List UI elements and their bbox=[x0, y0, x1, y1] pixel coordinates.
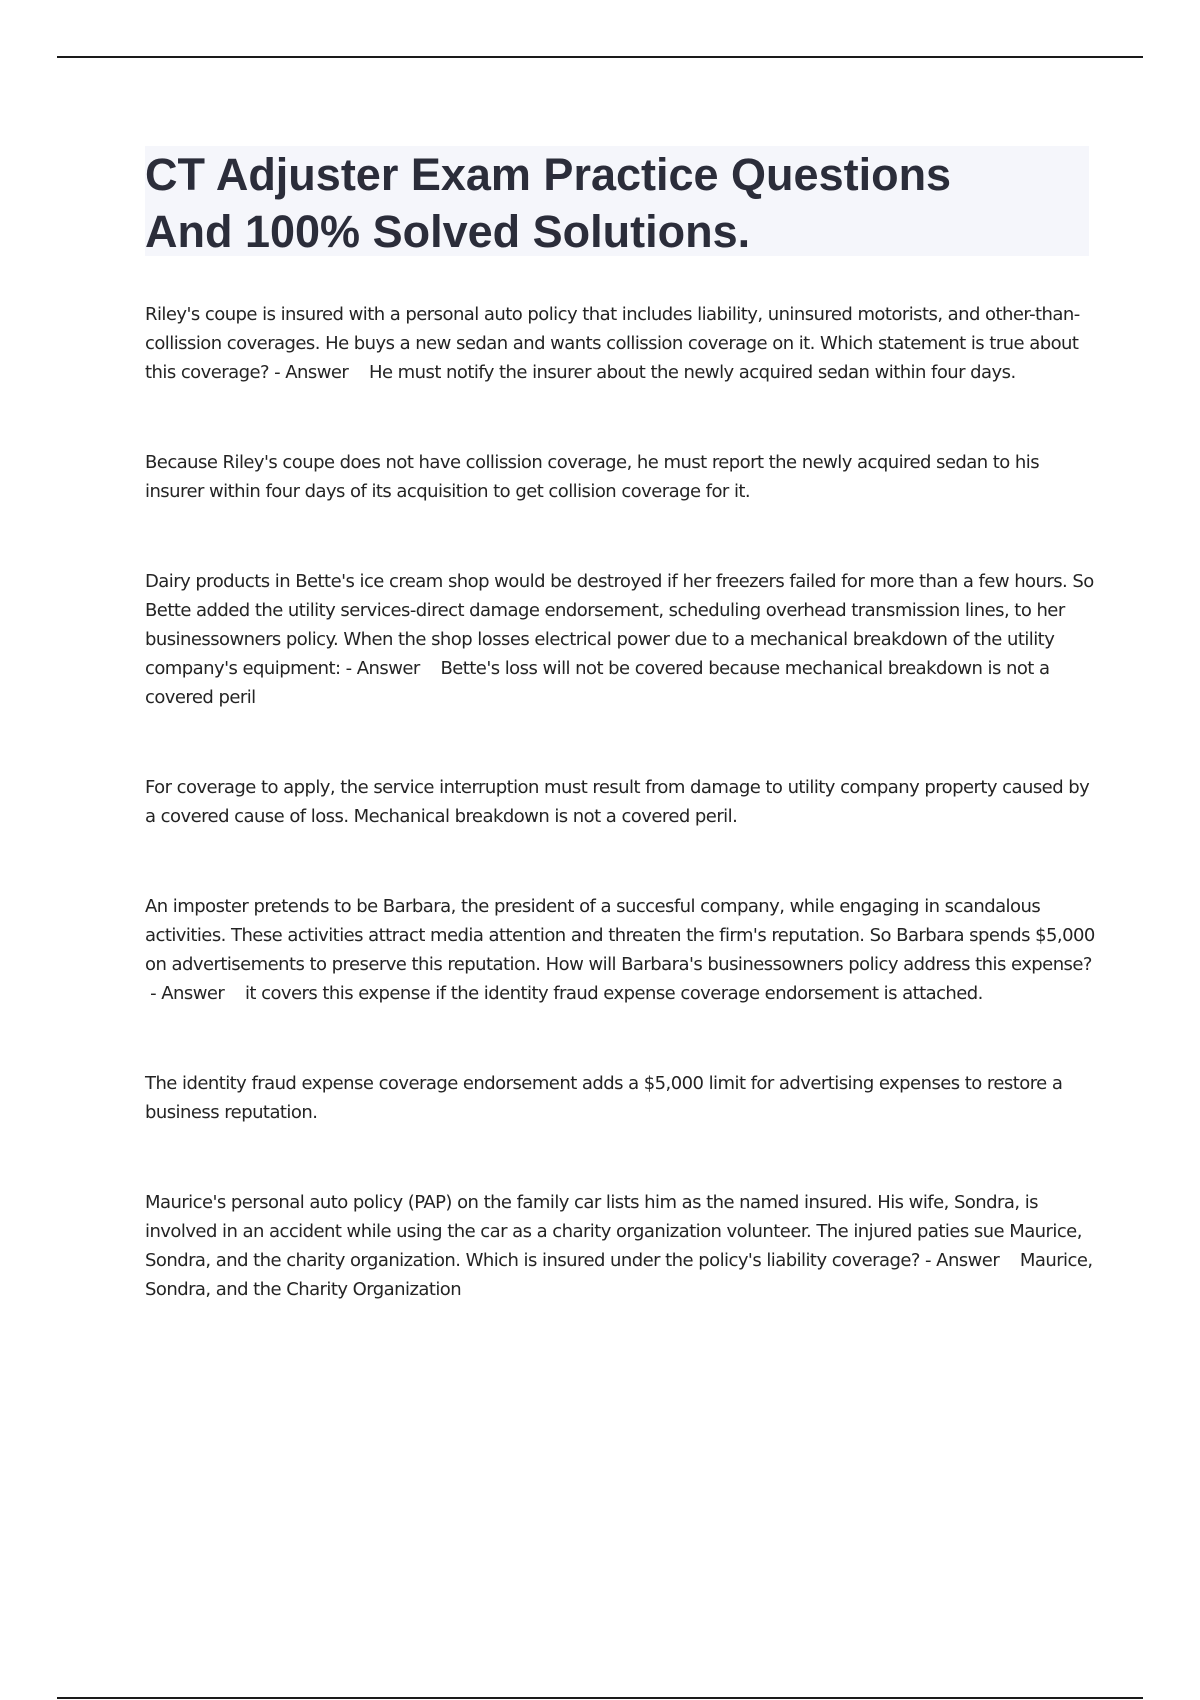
answer-separator: - Answer bbox=[269, 362, 369, 383]
answer-separator: - Answer bbox=[340, 658, 441, 679]
question-text: An imposter pretends to be Barbara, the president of a succesful company, while engaging in scandalous activities. These activities attract media attention and threaten the firm's reputation. So Barbara spends $5,000 on advertisements to preserve this reputation. How will Barbara's businessowners policy address this expense? bbox=[145, 896, 1095, 975]
explanation-2: For coverage to apply, the service interruption must result from damage to utility company property caused by a covered cause of loss. Mechanical breakdown is not a covered peril. bbox=[145, 777, 1090, 827]
question-answer-2 bbox=[145, 567, 1095, 712]
answer-text: He must notify the insurer about the newly acquired sedan within four days. bbox=[368, 362, 1016, 383]
title-line-1: CT Adjuster Exam Practice Questions bbox=[145, 149, 952, 200]
answer-separator: - Answer bbox=[145, 983, 245, 1004]
question-text: Dairy products in Bette's ice cream shop would be destroyed if her freezers failed for more than a few hours. So Bette added the utility services-direct damage endorsement, scheduling overhead transmission lines, to her businessowners policy. When the shop losses electrical power due to a mechanical breakdown of the utility company's equipment: bbox=[145, 571, 1094, 679]
answer-separator: - Answer bbox=[919, 1250, 1020, 1271]
question-answer-3 bbox=[145, 892, 1095, 1008]
explanation-1: Because Riley's coupe does not have collission coverage, he must report the newly acquired sedan to his insurer within four days of its acquisition to get collision coverage for it. bbox=[145, 452, 1040, 502]
top-rule bbox=[57, 56, 1143, 58]
qa-content bbox=[145, 300, 1095, 1365]
question-text: Riley's coupe is insured with a personal auto policy that includes liability, uninsured motorists, and other-than-collission coverages. He buys a new sedan and wants collission coverage on it. Which statement is true about this coverage? bbox=[145, 304, 1080, 383]
document-title bbox=[145, 146, 1089, 256]
question-text: Maurice's personal auto policy (PAP) on the family car lists him as the named insured. His wife, Sondra, is involved in an accident while using the car as a charity organization volunteer. The injured paties sue Maurice, Sondra, and the charity organization. Which is insured under the policy's liability coverage? bbox=[145, 1192, 1082, 1271]
question-answer-1 bbox=[145, 300, 1095, 387]
answer-text: it covers this expense if the identity fraud expense coverage endorsement is attached. bbox=[244, 983, 983, 1004]
answer-text: Maurice, Sondra, and the Charity Organization bbox=[145, 1250, 1093, 1300]
explanation-3: The identity fraud expense coverage endorsement adds a $5,000 limit for advertising expenses to restore a business reputation. bbox=[145, 1073, 1063, 1123]
answer-text: Bette's loss will not be covered because mechanical breakdown is not a covered peril bbox=[145, 658, 1050, 708]
question-answer-4 bbox=[145, 1188, 1095, 1304]
bottom-rule bbox=[57, 1697, 1143, 1699]
title-line-2: And 100% Solved Solutions. bbox=[145, 206, 751, 257]
